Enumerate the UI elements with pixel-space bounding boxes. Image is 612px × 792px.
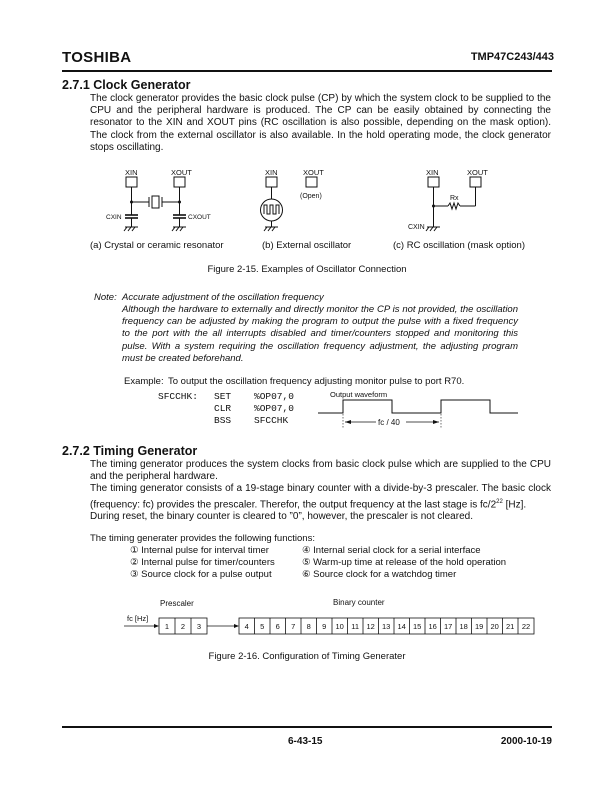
figure-2-16-caption: Figure 2-16. Configuration of Timing Generater: [208, 651, 406, 662]
timing-paragraph-3: During reset, the binary counter is cleared to ”0”, however, the prescaler is not cleared.: [90, 511, 473, 523]
footer-rule: [62, 726, 552, 728]
counter-stage: 18: [459, 622, 468, 631]
timing-paragraph-2: [90, 483, 551, 511]
functions-list-right: [302, 545, 506, 582]
function-item: ④ Internal serial clock for a serial interface: [302, 545, 481, 556]
function-item: ⑤ Warm-up time at release of the hold operation: [302, 557, 507, 569]
fig-a-caption: (a) Crystal or ceramic resonator: [90, 240, 224, 251]
counter-stage: 6: [275, 622, 280, 631]
function-item: ③ Source clock for a pulse output: [130, 569, 272, 581]
revision-date: 2000-10-19: [500, 736, 552, 747]
counter-stage: 7: [291, 622, 296, 631]
counter-stage: 20: [490, 622, 499, 631]
cxout-label: CXOUT: [188, 214, 211, 221]
counter-stage: 14: [397, 622, 406, 631]
code-listing: [158, 391, 294, 427]
counter-stage: 8: [306, 622, 311, 631]
figure-2-15-caption: Figure 2-15. Examples of Oscillator Connection: [207, 264, 407, 275]
open-note: (Open): [300, 193, 322, 200]
counter-stage: 9: [322, 622, 327, 631]
clock-generator-paragraph: The clock generator provides the basic clock pulse (CP) by which the system clock to be supplied to the CPU and the peripheral hardware is produced. The CP can be easily obtained by connecting the resonator to the XIN and XOUT pins (RC oscillation is also possible, depending on the mask option). The clock from the external oscillator is also available. In the hold operating mode, the clock generator stops oscillating.: [90, 93, 551, 153]
function-item: ② Internal pulse for timer/counters: [130, 557, 275, 569]
code-arg: %OP07,0: [254, 403, 294, 414]
xout-label-a: XOUT: [171, 168, 192, 177]
counter-stage: 21: [506, 622, 515, 631]
cxin-label-c: CXIN: [408, 224, 425, 231]
counter-stage: 16: [428, 622, 437, 631]
counter-stage: 17: [444, 622, 453, 631]
xin-label-b: XIN: [265, 168, 278, 177]
code-arg: %OP07,0: [254, 391, 294, 402]
timing-generator-text: [90, 459, 551, 523]
counter-stage: 13: [382, 622, 391, 631]
function-item: ① Internal pulse for interval timer: [130, 545, 269, 556]
timing-paragraph-2-text: The timing generator consists of a 19-stage binary counter with a divide-by-3 prescaler. The basic clock (frequency: fc) provides the prescaler. Therefor, the output frequency at the last stage is fc/2: [90, 483, 551, 510]
counter-stage: 4: [244, 622, 249, 631]
xout-label-c: XOUT: [467, 168, 488, 177]
functions-intro: The timing generater provides the following functions:: [90, 533, 315, 544]
functions-list-left: [130, 545, 275, 582]
cxin-label: CXIN: [106, 214, 122, 221]
xin-label-c: XIN: [426, 168, 439, 177]
counter-stage: 19: [475, 622, 484, 631]
output-waveform: [318, 388, 518, 433]
note-label: Note:: [94, 292, 117, 303]
counter-stage: 12: [366, 622, 375, 631]
code-label: [158, 415, 214, 427]
xin-label-a: XIN: [125, 168, 138, 177]
fc-input-label: fc [Hz]: [127, 614, 149, 623]
counter-stage: 11: [351, 622, 360, 631]
prescaler-label: Prescaler: [160, 599, 194, 608]
function-item: ⑥ Source clock for a watchdog timer: [302, 569, 457, 581]
waveform-label: Output waveform: [330, 390, 388, 399]
counter-stage: 22: [521, 622, 531, 631]
prescaler-stage: 1: [164, 622, 170, 631]
prescaler-stage: 3: [196, 622, 202, 631]
period-label: fc / 40: [378, 418, 400, 427]
document-number: TMP47C243/443: [470, 51, 554, 63]
fig-b-caption: (b) External oscillator: [262, 240, 352, 251]
code-label: [158, 403, 214, 415]
counter-stage: 10: [335, 622, 344, 631]
xout-label-b: XOUT: [303, 168, 324, 177]
timing-paragraph-2-unit: [Hz].: [502, 498, 527, 510]
note-body: Although the hardware to externally and directly monitor the CP is not provided, the oscillation frequency can be adjusted by making the program to output the pulse with a fixed frequency to the port with the all interrupts disabled and timer/counters stopped and monitoring this pulse. With a system requiring the oscillation frequency adjustment, the adjusting program must be created beforehand.: [122, 304, 518, 364]
binary-counter-label: Binary counter: [333, 598, 385, 607]
code-label: SFCCHK:: [158, 391, 198, 402]
section-title-timing-generator: 2.7.2 Timing Generator: [62, 444, 198, 458]
note-title: Accurate adjustment of the oscillation frequency: [122, 292, 324, 303]
code-arg: SFCCHK: [254, 415, 289, 426]
counter-stage: 15: [413, 622, 422, 631]
fig-c-caption: (c) RC oscillation (mask option): [393, 240, 525, 251]
example-label: Example:: [124, 376, 164, 387]
rx-label: Rx: [450, 195, 459, 202]
exponent: 22: [496, 498, 503, 505]
prescaler-stage: 2: [180, 622, 186, 631]
code-op: SET: [214, 391, 232, 402]
timing-paragraph-1: The timing generator produces the system clocks from basic clock pulse which are supplied to the CPU and the peripheral hardware.: [90, 459, 551, 483]
code-op: CLR: [214, 403, 232, 414]
page-number: 6-43-15: [288, 736, 323, 747]
section-title-clock-generator: 2.7.1 Clock Generator: [62, 78, 191, 92]
header-rule: [62, 70, 552, 72]
timing-generator-diagram: [124, 612, 544, 638]
code-op: BSS: [214, 415, 232, 426]
brand-logo: TOSHIBA: [62, 49, 132, 66]
counter-stage: 5: [260, 622, 265, 631]
example-text: To output the oscillation frequency adjusting monitor pulse to port R70.: [168, 376, 465, 387]
